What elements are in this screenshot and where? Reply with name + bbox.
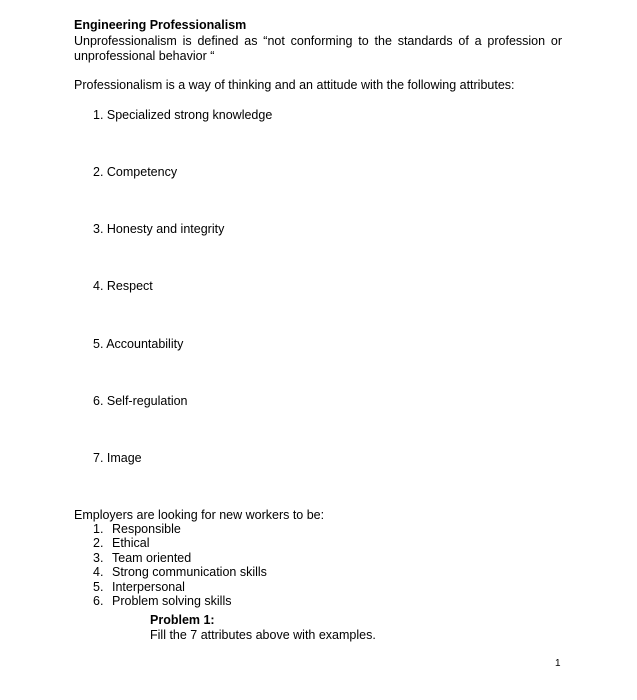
list-item-text: Strong communication skills	[112, 565, 267, 580]
employers-intro: Employers are looking for new workers to be:	[74, 508, 325, 522]
list-item	[93, 522, 267, 536]
attribute-item-3: 3. Honesty and integrity	[93, 222, 225, 236]
attribute-item-6: 6. Self-regulation	[93, 394, 188, 408]
list-item	[93, 536, 267, 550]
list-item	[93, 551, 267, 565]
list-item-text: Interpersonal	[112, 579, 185, 594]
problem-title: Problem 1:	[150, 613, 215, 627]
problem-text: Fill the 7 attributes above with examples.	[150, 628, 376, 642]
list-item-number: 4.	[93, 565, 104, 580]
employer-traits-list	[93, 522, 267, 608]
list-item	[93, 594, 267, 608]
intro-paragraph: Unprofessionalism is defined as “not conforming to the standards of a profession or unprofessional behavior “	[74, 34, 562, 63]
attribute-item-4: 4. Respect	[93, 279, 153, 293]
list-item-text: Ethical	[112, 536, 150, 551]
attribute-item-5: 5. Accountability	[93, 337, 184, 351]
attribute-item-1: 1. Specialized strong knowledge	[93, 108, 273, 122]
problem-block	[150, 613, 376, 643]
list-item-number: 1.	[93, 522, 104, 536]
list-item-number: 5.	[93, 579, 104, 594]
list-item	[93, 580, 267, 594]
list-item-text: Team oriented	[112, 550, 192, 565]
list-item-number: 6.	[93, 594, 104, 609]
list-item-text: Responsible	[112, 522, 181, 536]
page-number: 1	[555, 658, 561, 669]
list-item-number: 2.	[93, 536, 104, 551]
list-item-text: Problem solving skills	[112, 594, 232, 609]
attributes-intro: Professionalism is a way of thinking and an attitude with the following attributes:	[74, 78, 515, 92]
attribute-item-7: 7. Image	[93, 451, 142, 465]
attribute-item-2: 2. Competency	[93, 165, 178, 179]
document-title: Engineering Professionalism	[74, 18, 247, 32]
list-item	[93, 565, 267, 579]
list-item-number: 3.	[93, 550, 104, 565]
